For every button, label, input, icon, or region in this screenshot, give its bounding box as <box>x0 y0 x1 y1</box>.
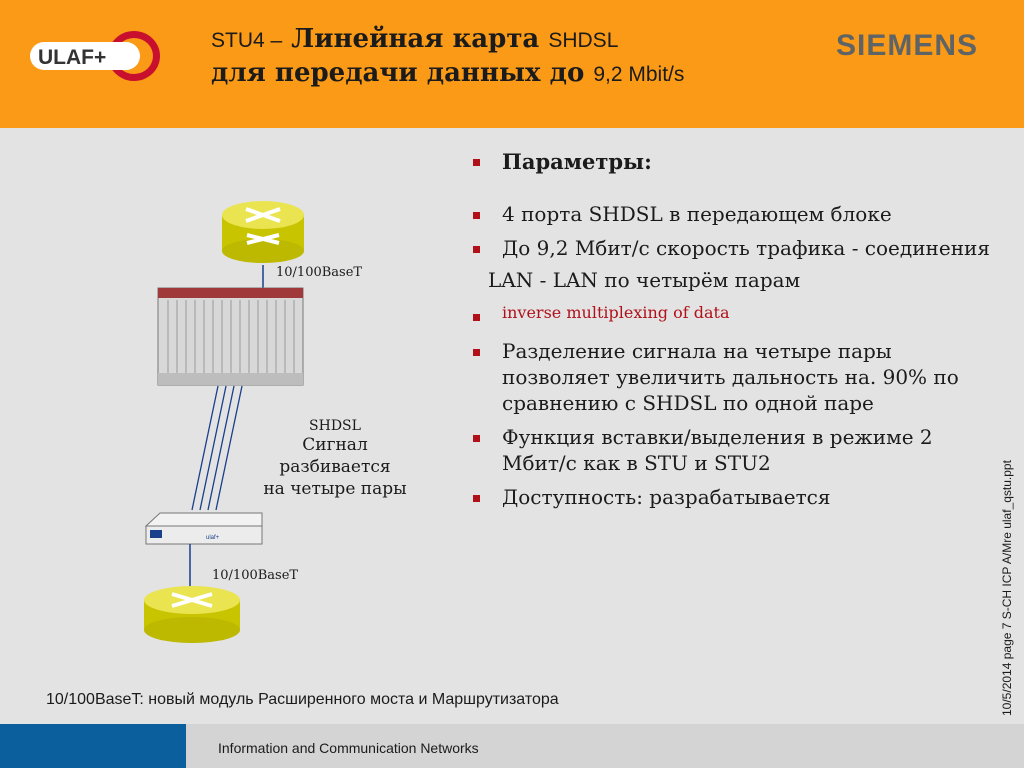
side-meta-text: 10/5/2014 page 7 S-CH ICP A/Mre ulaf_qstu.ppt <box>1000 460 1014 716</box>
slide-title <box>211 22 684 91</box>
list-item: LAN - LAN по четырём парам <box>488 268 801 293</box>
title-part: для передачи данных до <box>211 58 594 89</box>
modem-icon <box>146 513 262 544</box>
list-item: Доступность: разрабатывается <box>470 484 990 510</box>
parameter-list <box>470 148 990 510</box>
title-part: 9,2 Mbit/s <box>593 63 685 87</box>
siemens-brand: SIEMENS <box>836 29 979 62</box>
bottom-link-label: 10/100BaseT <box>212 568 299 583</box>
slide-footer <box>0 724 1024 768</box>
list-item: 4 порта SHDSL в передающем блоке <box>470 201 990 227</box>
modem-label: ulaf+ <box>206 535 220 541</box>
shdsl-caption <box>245 418 425 500</box>
footer-accent <box>0 724 186 768</box>
title-part: STU4 – <box>211 29 283 52</box>
router-icon <box>222 201 304 263</box>
network-diagram <box>0 128 460 688</box>
list-item: Параметры: <box>470 148 990 175</box>
list-item: inverse multiplexing of data <box>470 303 990 324</box>
slide-header <box>0 0 1024 128</box>
footnote: 10/100BaseT: новый модуль Расширенного моста и Маршрутизатора <box>46 691 559 708</box>
ulaf-logo <box>26 28 162 84</box>
list-item: До 9,2 Мбит/с скорость трафика - соединения <box>470 235 990 261</box>
shdsl-label: SHDSL <box>309 418 361 434</box>
title-part: Линейная карта <box>282 24 549 54</box>
footer-text: Information and Communication Networks <box>218 740 479 756</box>
split-text: Сигнал разбивается <box>279 435 391 478</box>
split-text: на четыре пары <box>263 479 407 500</box>
rack-icon <box>158 288 303 385</box>
logo-text: ULAF+ <box>38 46 107 69</box>
top-link-label: 10/100BaseT <box>276 265 363 280</box>
router-icon <box>144 586 240 643</box>
list-item: Разделение сигнала на четыре пары позволяет увеличить дальность на. 90% по сравнению с SHDSL по одной паре <box>470 338 990 416</box>
title-part: SHDSL <box>548 29 619 52</box>
list-item: Функция вставки/выделения в режиме 2 Мбит/с как в STU и STU2 <box>470 424 990 476</box>
